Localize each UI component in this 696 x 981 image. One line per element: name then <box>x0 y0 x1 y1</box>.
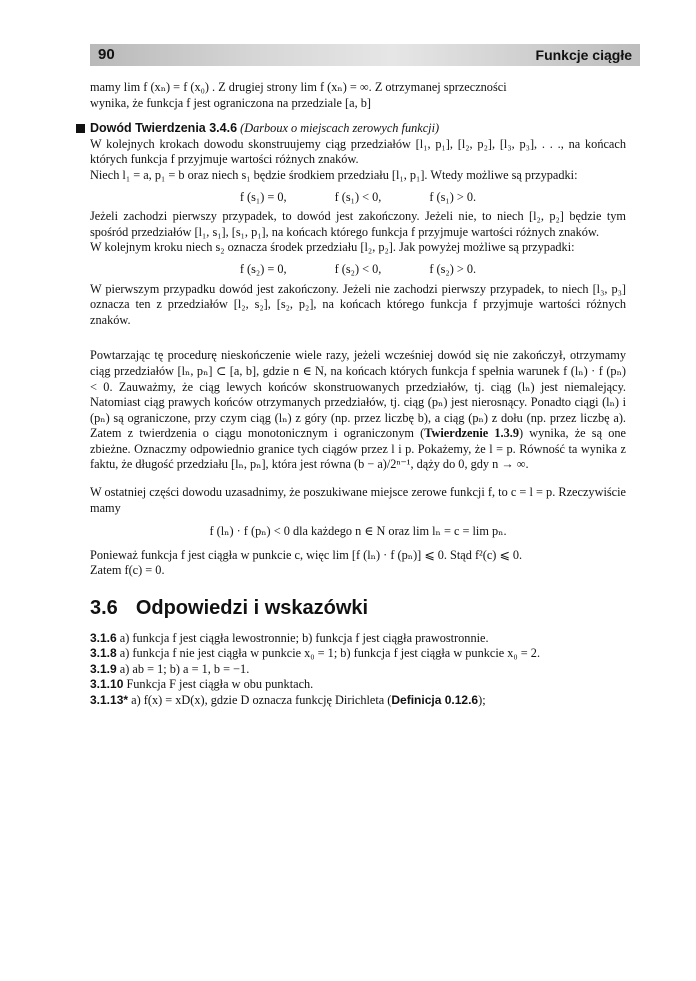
answer-text: Funkcja F jest ciągła w obu punktach. <box>123 677 314 692</box>
square-bullet-icon <box>76 124 85 133</box>
proof-paragraph-4: W kolejnym kroku niech s₂ oznacza środek przedziału [l₂, p₂]. Jak powyżej możliwe są przypadki: <box>90 240 575 255</box>
answer-item <box>90 631 626 647</box>
intro-line-2: wynika, że funkcja f jest ograniczona na przedziale [a, b] <box>90 95 371 110</box>
answer-text: a) ab = 1; b) a = 1, b = −1. <box>116 661 250 676</box>
answer-text: a) funkcja f jest ciągła lewostronnie; b) funkcja f jest ciągła prawostronnie. <box>116 630 489 645</box>
answer-ref: 3.1.6 <box>90 630 117 645</box>
limit-formula: f (lₙ) · f (pₙ) < 0 dla każdego n ∈ N oraz lim lₙ = c = lim pₙ. <box>209 524 507 539</box>
case-zero: f (s₁) = 0, <box>239 189 287 204</box>
definition-reference: Definicja 0.12.6 <box>391 693 479 707</box>
case-positive: f (s₁) > 0. <box>429 189 477 204</box>
answer-ref: 3.1.8 <box>90 646 117 661</box>
proof-subtitle: (Darboux o miejscach zerowych funkcji) <box>240 121 440 136</box>
answer-ref: 3.1.10 <box>90 677 124 692</box>
proof-paragraph-3: Jeżeli zachodzi pierwszy przypadek, to dowód jest zakończony. Jeżeli nie, to niech [l₂, p₂] będzie tym spośród przedziałów [l₁, s₁], [s₁, p₁], na końcach którego funkcja f przyjmuje wartości różnych znaków. <box>90 209 626 239</box>
paragraph-text: ) wynika, że są one zbieżne. Oznaczmy odpowiednio granice tych ciągów przez l i p. Pokażemy, że l = p. Równość ta wynika z faktu, że długość przedziału [lₙ, pₙ], która jest równa (b − a)/2ⁿ⁻¹, dąży do 0, gdy n → ∞. <box>90 426 626 472</box>
page-content <box>90 80 626 709</box>
proof-paragraph-1: W kolejnych krokach dowodu skonstruujemy ciąg przedziałów [l₁, p₁], [l₂, p₂], [l₃, p₃], . . ., na końcach których funkcja f przyjmuje wartości różnych znaków. <box>90 136 626 167</box>
answer-text: a) f(x) = xD(x), gdzie D oznacza funkcję Dirichleta ( <box>128 693 392 707</box>
case-negative: f (s₁) < 0, <box>334 189 382 204</box>
page-number: 90 <box>98 46 115 63</box>
proof-paragraph-8: Ponieważ funkcja f jest ciągła w punkcie c, więc lim [f (lₙ) · f (pₙ)] ⩽ 0. Stąd f²(c) ⩽ 0. <box>90 547 523 562</box>
answer-text: a) funkcja f nie jest ciągła w punkcie x₀ = 1; b) funkcja f jest ciągła w punkcie x₀ = 2. <box>116 646 541 661</box>
answer-item <box>90 646 626 662</box>
case-list-2 <box>90 262 626 278</box>
theorem-reference: Twierdzenie 1.3.9 <box>424 426 519 441</box>
proof-title: Dowód Twierdzenia 3.4.6 <box>90 121 238 136</box>
section-title: Odpowiedzi i wskazówki <box>135 597 369 620</box>
answer-ref: 3.1.13* <box>90 693 129 707</box>
answer-item <box>90 693 626 709</box>
case-positive: f (s₂) > 0. <box>429 261 477 276</box>
case-zero: f (s₂) = 0, <box>239 261 287 276</box>
proof-paragraph-2: Niech l₁ = a, p₁ = b oraz niech s₁ będzie środkiem przedziału [l₁, p₁]. Wtedy możliwe są przypadki: <box>90 167 578 182</box>
intro-line-1: mamy lim f (xₙ) = f (x₀) . Z drugiej strony lim f (xₙ) = ∞. Z otrzymanej sprzeczności <box>90 80 507 94</box>
proof-paragraph-5: W pierwszym przypadku dowód jest zakończony. Jeżeli nie zachodzi pierwszy przypadek, to niech [l₃, p₃] oznacza ten z przedziałów [l₂, s₂], [s₂, p₂], na końcach którego funkcja f przyjmuje wartości różnych znaków. <box>90 281 626 327</box>
section-number: 3.6 <box>90 597 118 620</box>
proof-paragraph-7: W ostatniej części dowodu uzasadnimy, że poszukiwane miejsce zerowe funkcji f, to c = l = p. Rzeczywiście mamy <box>90 485 626 515</box>
proof-heading <box>90 121 626 137</box>
case-negative: f (s₂) < 0, <box>334 261 382 276</box>
answer-item <box>90 662 626 678</box>
running-title: Funkcje ciągłe <box>535 47 632 63</box>
answer-ref: 3.1.9 <box>90 661 117 676</box>
case-list-1 <box>90 190 626 206</box>
section-heading <box>90 597 626 620</box>
answer-text: ); <box>478 693 486 707</box>
proof-paragraph-9: Zatem f(c) = 0. <box>90 563 165 578</box>
paragraph-text: Powtarzając tę procedurę nieskończenie wiele razy, jeżeli wcześniej dowód się nie zakończył, otrzymamy ciąg przedziałów [lₙ, pₙ] ⊂ [a, b], gdzie n ∈ N, na końcach których funkcja f spełnia warunek f (lₙ) · f (pₙ) < 0. Zauważmy, że ciąg lewych końców skonstruowanych przedziałów, tj. ciąg (lₙ) jest niemalejący. Natomiast ciąg prawych końców otrzymanych przedziałów, tj. ciąg (pₙ) jest nierosnący. Ponadto ciągi (lₙ) i (pₙ) są ograniczone, przy czym ciąg (lₙ) z góry (np. przez liczbę b), a ciąg (pₙ) z dołu (np. przez liczbę a). Zatem z twierdzenia o ciągu monotonicznym i ograniczonym ( <box>90 348 626 441</box>
page-header <box>90 44 640 66</box>
answer-item <box>90 677 626 693</box>
proof-paragraph-6 <box>90 348 626 473</box>
